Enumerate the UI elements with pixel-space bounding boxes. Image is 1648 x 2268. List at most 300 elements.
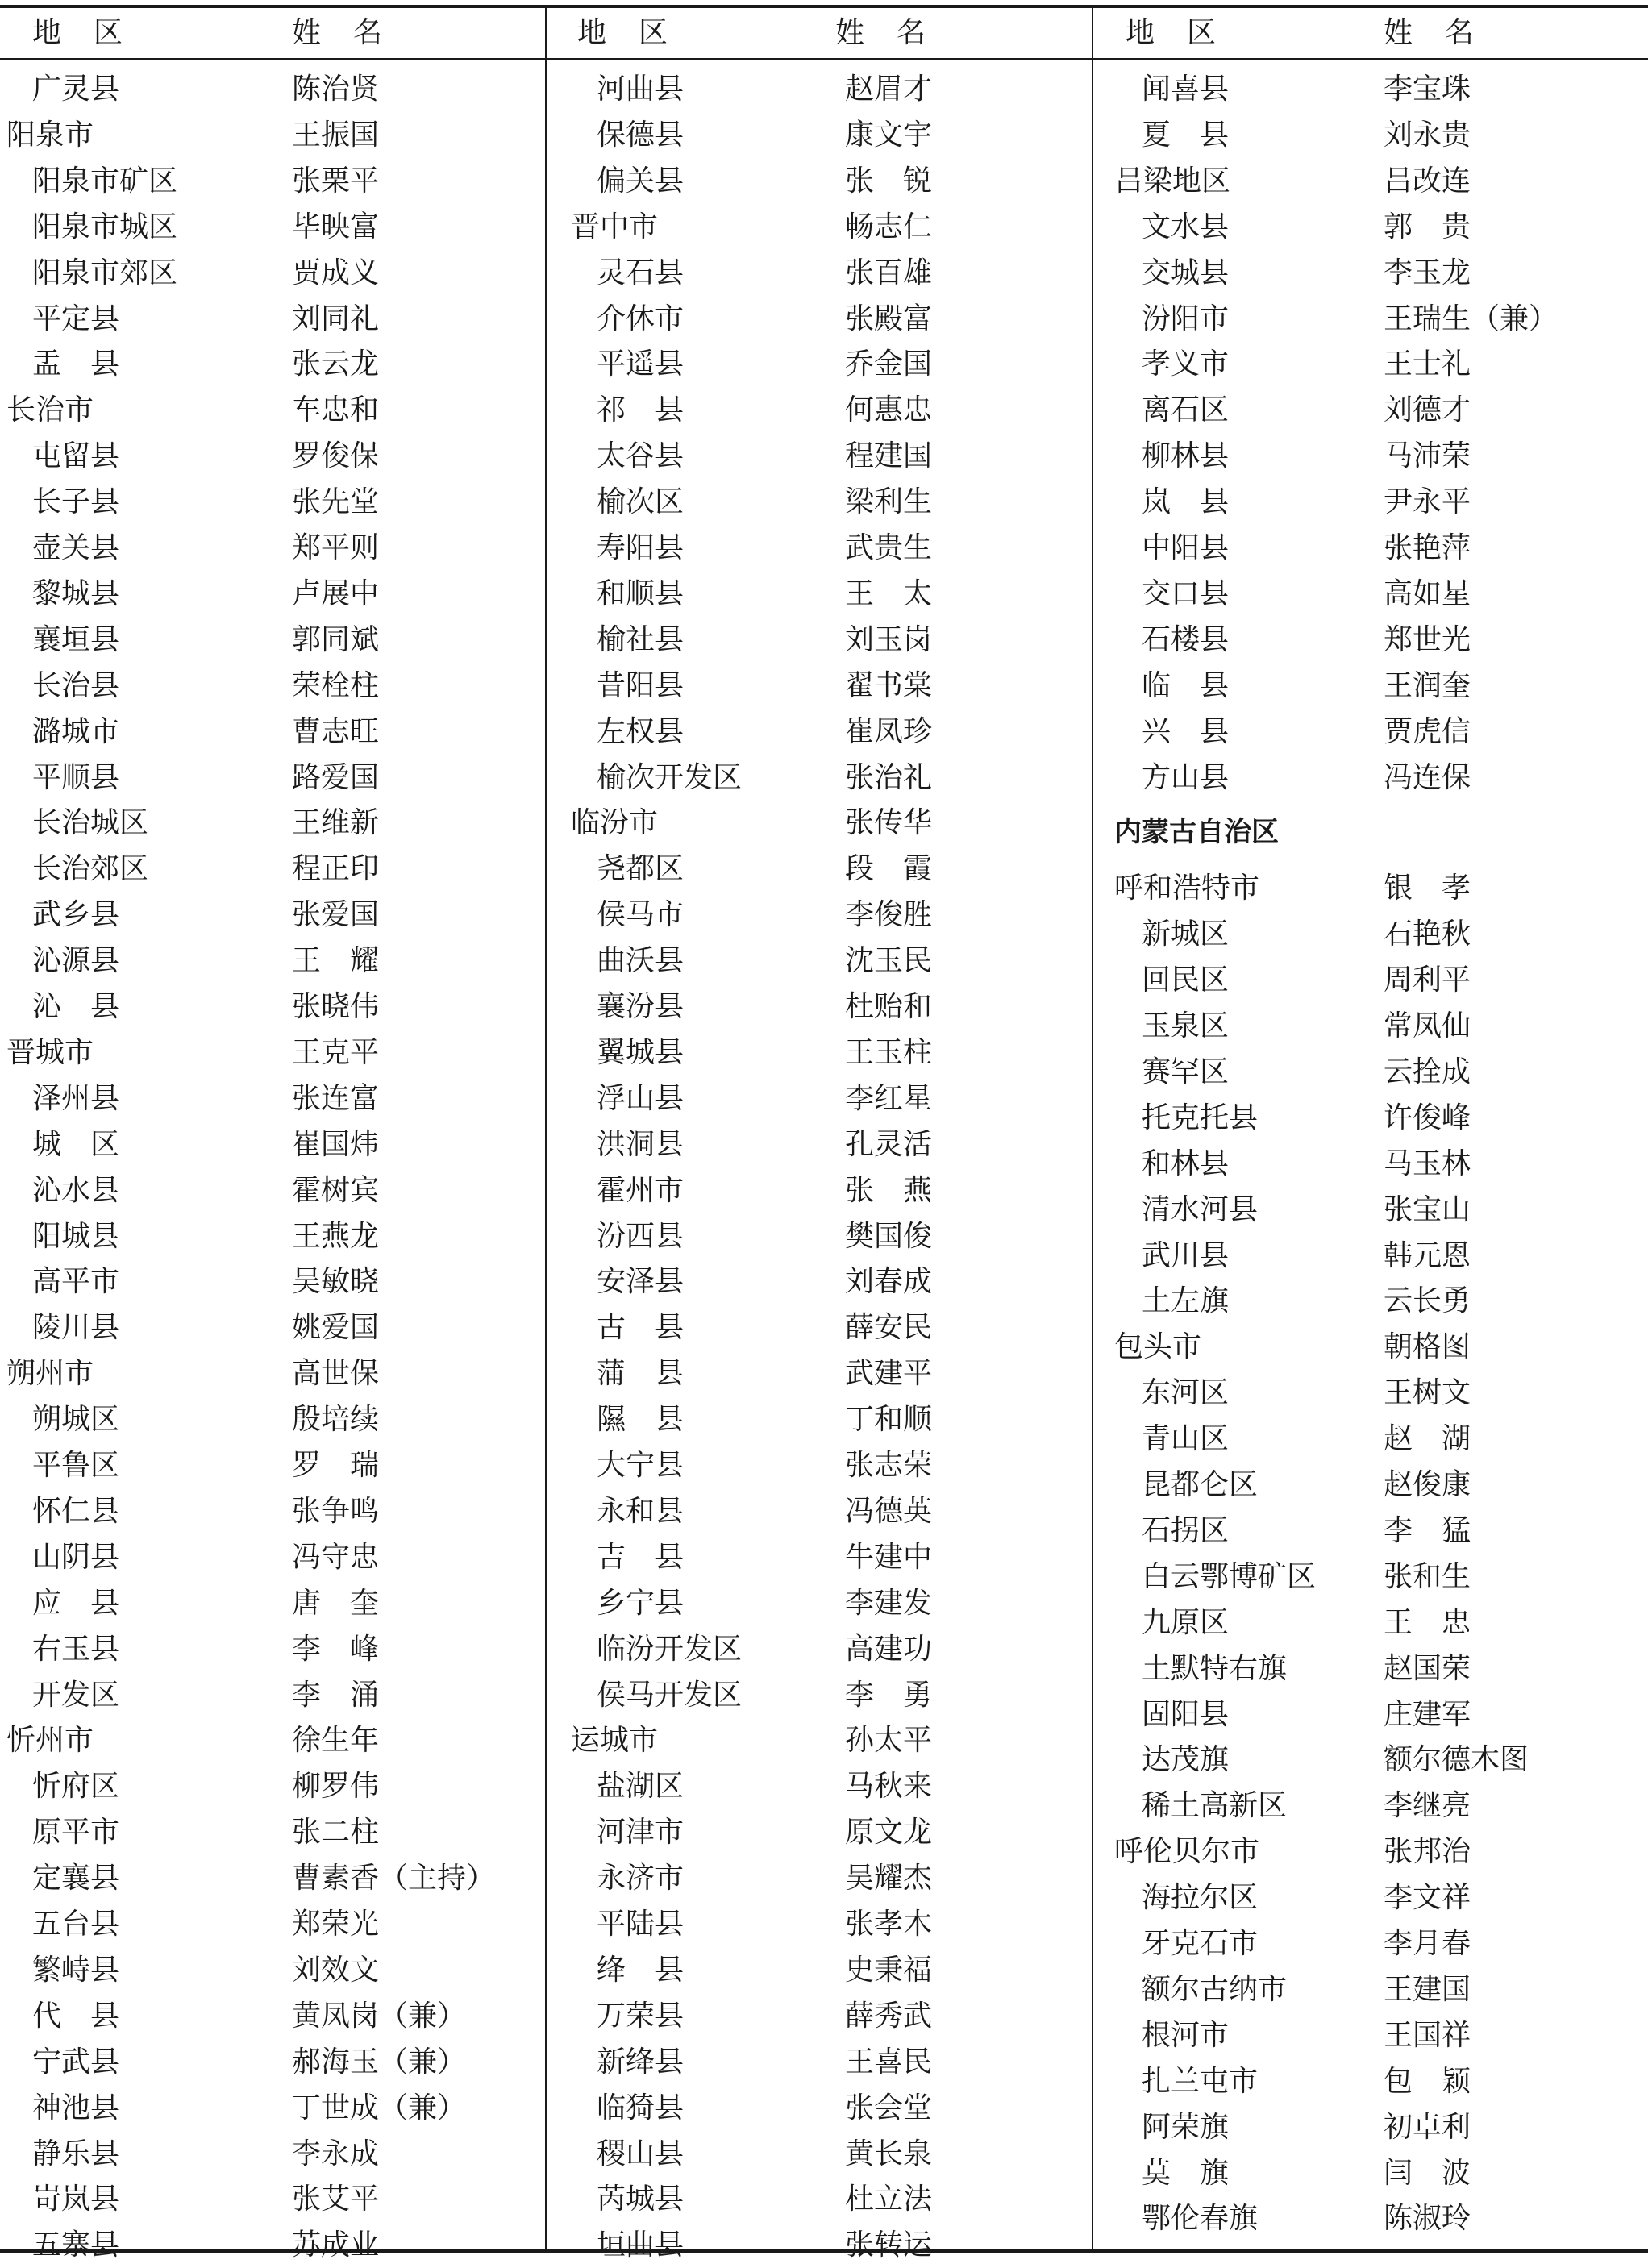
table-row [1109, 2058, 1648, 2104]
name-cell: 原文龙 [845, 1816, 933, 1850]
region-cell: 定襄县 [32, 1862, 120, 1896]
name-cell: 张百雄 [845, 256, 933, 289]
region-cell: 根河市 [1142, 2018, 1230, 2052]
name-cell: 王润奎 [1384, 668, 1471, 702]
region-cell: 忻州市 [6, 1724, 94, 1758]
name-cell: 樊国俊 [845, 1219, 933, 1253]
region-cell: 安泽县 [597, 1265, 685, 1299]
region-cell: 兴 县 [1142, 714, 1230, 748]
table-row [0, 2222, 545, 2268]
table-row [561, 617, 1092, 663]
region-cell: 襄汾县 [597, 990, 685, 1023]
region-cell: 柳林县 [1142, 439, 1230, 473]
table-row [0, 1717, 545, 1763]
table-row [561, 2131, 1092, 2177]
table-row [1109, 865, 1648, 911]
region-cell: 永济市 [597, 1862, 685, 1896]
name-cell: 闫 波 [1384, 2156, 1471, 2190]
name-cell: 程正印 [292, 852, 380, 886]
table-row [1109, 1003, 1648, 1049]
region-cell: 长治县 [32, 668, 120, 702]
name-cell: 张转运 [845, 2228, 933, 2262]
region-cell: 绛 县 [597, 1953, 685, 1987]
name-cell: 郝海玉（兼） [292, 2045, 467, 2079]
name-cell: 银 孝 [1384, 872, 1471, 905]
name-cell: 王 忠 [1384, 1605, 1471, 1639]
table-row [0, 663, 545, 709]
name-cell: 许俊峰 [1384, 1101, 1471, 1134]
name-cell: 崔凤珍 [845, 714, 933, 748]
region-cell: 土默特右旗 [1142, 1651, 1288, 1685]
region-cell: 临 县 [1142, 668, 1230, 702]
table-row [1109, 1324, 1648, 1370]
region-cell: 海拉尔区 [1142, 1881, 1259, 1915]
region-cell: 新城区 [1142, 918, 1230, 951]
name-cell: 朝格图 [1384, 1330, 1471, 1364]
name-cell: 荣栓柱 [292, 668, 380, 702]
name-cell: 何惠忠 [845, 393, 933, 427]
name-cell: 王瑞生（兼） [1384, 302, 1559, 335]
table-row [561, 2222, 1092, 2268]
name-cell: 马秋来 [845, 1770, 933, 1804]
region-cell: 吉 县 [597, 1540, 685, 1574]
region-cell: 寿阳县 [597, 531, 685, 564]
region-cell: 包头市 [1114, 1330, 1202, 1364]
table-row [561, 1717, 1092, 1763]
region-cell: 垣曲县 [597, 2228, 685, 2262]
name-cell: 张宝山 [1384, 1192, 1471, 1226]
table-row [561, 1259, 1092, 1305]
name-cell: 王树文 [1384, 1376, 1471, 1410]
name-cell: 陈治贤 [292, 73, 380, 106]
region-cell: 城 区 [32, 1127, 120, 1161]
table-row [561, 1672, 1092, 1718]
region-cell: 中阳县 [1142, 531, 1230, 564]
name-cell: 赵国荣 [1384, 1651, 1471, 1685]
table-row [0, 800, 545, 846]
name-cell: 高如星 [1384, 576, 1471, 610]
region-cell: 临汾市 [571, 806, 659, 840]
name-cell: 武贵生 [845, 531, 933, 564]
table-row [0, 1626, 545, 1672]
name-cell: 曹素香（主持） [292, 1862, 496, 1896]
region-cell: 长治市 [6, 393, 94, 427]
table-row [0, 1672, 545, 1718]
name-cell: 王 耀 [292, 944, 380, 978]
region-cell: 沁 县 [32, 990, 120, 1023]
table-row [561, 1305, 1092, 1350]
table-row [561, 663, 1092, 709]
table-row [561, 846, 1092, 892]
table-row [1109, 296, 1648, 342]
name-cell: 李宝珠 [1384, 73, 1471, 106]
table-row [561, 1809, 1092, 1855]
table-row [561, 1993, 1092, 2039]
name-cell: 徐生年 [292, 1724, 380, 1758]
table-row [1109, 755, 1648, 801]
name-cell: 李文祥 [1384, 1881, 1471, 1915]
region-cell: 阳泉市城区 [32, 210, 178, 243]
region-cell: 高平市 [32, 1265, 120, 1299]
region-cell: 盐湖区 [597, 1770, 685, 1804]
region-cell: 东河区 [1142, 1376, 1230, 1410]
table-column-3 [1109, 0, 1648, 2258]
name-cell: 郑平则 [292, 531, 380, 564]
table-row [1109, 1966, 1648, 2012]
name-cell: 云拴成 [1384, 1055, 1471, 1088]
name-cell: 车忠和 [292, 393, 380, 427]
name-cell: 薛秀武 [845, 1999, 933, 2033]
region-cell: 祁 县 [597, 393, 685, 427]
region-cell: 榆次开发区 [597, 760, 743, 794]
name-cell: 王克平 [292, 1035, 380, 1069]
name-cell: 郑荣光 [292, 1908, 380, 1941]
region-cell: 盂 县 [32, 347, 120, 381]
region-cell: 平陆县 [597, 1908, 685, 1941]
name-cell: 武建平 [845, 1357, 933, 1391]
table-row [561, 1534, 1092, 1580]
table-row [1109, 663, 1648, 709]
region-cell: 岚 县 [1142, 485, 1230, 519]
name-cell: 周利平 [1384, 963, 1471, 997]
table-row [0, 984, 545, 1030]
region-cell: 灵石县 [597, 256, 685, 289]
table-row [1109, 1141, 1648, 1187]
table-row [0, 2039, 545, 2085]
name-cell: 王振国 [292, 118, 380, 152]
table-row [1109, 957, 1648, 1003]
name-cell: 殷培续 [292, 1403, 380, 1437]
name-cell: 梁利生 [845, 485, 933, 519]
region-cell: 平顺县 [32, 760, 120, 794]
name-cell: 高世保 [292, 1357, 380, 1391]
name-cell: 尹永平 [1384, 485, 1471, 519]
table-row [0, 341, 545, 387]
table-row [1109, 617, 1648, 663]
region-cell: 回民区 [1142, 963, 1230, 997]
table-row [1109, 250, 1648, 296]
name-cell: 杜贻和 [845, 990, 933, 1023]
region-cell: 侯马市 [597, 898, 685, 932]
table-row [561, 709, 1092, 755]
name-cell: 郭 贵 [1384, 210, 1471, 243]
name-cell: 沈玉民 [845, 944, 933, 978]
name-cell: 刘玉岗 [845, 622, 933, 656]
table-row [561, 1580, 1092, 1626]
name-cell: 贾成义 [292, 256, 380, 289]
region-cell: 长治郊区 [32, 852, 149, 886]
table-row [0, 846, 545, 892]
table-row [561, 1213, 1092, 1259]
table-row [0, 709, 545, 755]
name-cell: 孙太平 [845, 1724, 933, 1758]
table-row [1109, 1370, 1648, 1416]
region-cell: 长治城区 [32, 806, 149, 840]
name-cell: 韩元恩 [1384, 1238, 1471, 1272]
table-row [0, 66, 545, 112]
name-cell: 冯连保 [1384, 760, 1471, 794]
region-cell: 稀土高新区 [1142, 1789, 1288, 1823]
table-row [561, 250, 1092, 296]
table-row [1109, 1600, 1648, 1646]
region-cell: 应 县 [32, 1586, 120, 1620]
table-row [1109, 525, 1648, 571]
table-row [561, 1030, 1092, 1076]
region-cell: 交城县 [1142, 256, 1230, 289]
region-cell: 朔州市 [6, 1357, 94, 1391]
table-row [561, 387, 1092, 433]
region-cell: 晋中市 [571, 210, 659, 243]
region-cell: 河津市 [597, 1816, 685, 1850]
name-cell: 冯德英 [845, 1494, 933, 1528]
name-cell: 杜立法 [845, 2183, 933, 2216]
table-row [0, 1259, 545, 1305]
name-cell: 陈淑玲 [1384, 2202, 1471, 2236]
region-cell: 清水河县 [1142, 1192, 1259, 1226]
header-region: 地 区 [577, 16, 670, 49]
name-cell: 张和生 [1384, 1559, 1471, 1593]
table-row [561, 204, 1092, 250]
table-row [1109, 571, 1648, 617]
name-cell: 贾虎信 [1384, 714, 1471, 748]
table-row [0, 1993, 545, 2039]
table-row [0, 1855, 545, 1901]
name-cell: 李 猛 [1384, 1513, 1471, 1547]
table-row [0, 296, 545, 342]
name-cell: 孔灵活 [845, 1127, 933, 1161]
region-cell: 平遥县 [597, 347, 685, 381]
table-row [0, 1534, 545, 1580]
header-region: 地 区 [1126, 16, 1218, 49]
name-cell: 牛建中 [845, 1540, 933, 1574]
region-cell: 赛罕区 [1142, 1055, 1230, 1088]
name-cell: 石艳秋 [1384, 918, 1471, 951]
table-row [561, 66, 1092, 112]
region-cell: 莫 旗 [1142, 2156, 1230, 2190]
region-cell: 闻喜县 [1142, 73, 1230, 106]
table-row [561, 1763, 1092, 1809]
region-cell: 河曲县 [597, 73, 685, 106]
region-cell: 曲沃县 [597, 944, 685, 978]
name-cell: 王喜民 [845, 2045, 933, 2079]
name-cell: 刘德才 [1384, 393, 1471, 427]
name-cell: 马玉林 [1384, 1146, 1471, 1180]
table-row [1109, 1783, 1648, 1829]
region-cell: 固阳县 [1142, 1697, 1230, 1731]
table-row [561, 571, 1092, 617]
name-cell: 云长勇 [1384, 1284, 1471, 1318]
table-column-1 [0, 0, 545, 2262]
region-cell: 左权县 [597, 714, 685, 748]
table-row [1109, 2104, 1648, 2150]
name-cell: 姚爱国 [292, 1311, 380, 1345]
name-cell: 包 颖 [1384, 2064, 1471, 2098]
name-cell: 初卓利 [1384, 2110, 1471, 2144]
region-cell: 榆社县 [597, 622, 685, 656]
name-cell: 霍树宾 [292, 1173, 380, 1207]
table-row [561, 1350, 1092, 1396]
name-cell: 张孝木 [845, 1908, 933, 1941]
name-cell: 张争鸣 [292, 1494, 380, 1528]
name-cell: 额尔德木图 [1384, 1743, 1529, 1777]
table-row [0, 1167, 545, 1213]
table-row [1109, 2012, 1648, 2058]
table-row [561, 1855, 1092, 1901]
name-cell: 张二柱 [292, 1816, 380, 1850]
name-cell: 段 霞 [845, 852, 933, 886]
region-cell: 尧都区 [597, 852, 685, 886]
table-row [0, 1947, 545, 1993]
table-row [561, 2085, 1092, 2131]
table-row [1109, 1554, 1648, 1600]
region-cell: 潞城市 [32, 714, 120, 748]
name-cell: 李红星 [845, 1081, 933, 1115]
name-cell: 丁世成（兼） [292, 2091, 467, 2124]
table-row [0, 525, 545, 571]
table-row [561, 1488, 1092, 1534]
region-cell: 汾阳市 [1142, 302, 1230, 335]
name-cell: 康文宇 [845, 118, 933, 152]
region-cell: 交口县 [1142, 576, 1230, 610]
region-cell: 古 县 [597, 1311, 685, 1345]
table-row [561, 1122, 1092, 1167]
table-row [561, 1901, 1092, 1947]
table-row [1109, 1646, 1648, 1692]
table-row [1109, 1187, 1648, 1233]
name-cell: 郭同斌 [292, 622, 380, 656]
table-row [0, 571, 545, 617]
table-row [0, 1076, 545, 1122]
name-cell: 张艳萍 [1384, 531, 1471, 564]
name-cell: 张 锐 [845, 164, 933, 198]
name-cell: 李建发 [845, 1586, 933, 1620]
region-cell: 和林县 [1142, 1146, 1230, 1180]
name-cell: 李 峰 [292, 1632, 380, 1666]
name-cell: 赵 湖 [1384, 1422, 1471, 1456]
region-cell: 榆次区 [597, 485, 685, 519]
name-cell: 罗 瑞 [292, 1449, 380, 1482]
region-cell: 浮山县 [597, 1081, 685, 1115]
table-row [561, 984, 1092, 1030]
region-cell: 九原区 [1142, 1605, 1230, 1639]
name-cell: 张爱国 [292, 898, 380, 932]
table-row [1109, 1508, 1648, 1554]
table-row [1109, 387, 1648, 433]
header-region: 地 区 [32, 16, 125, 49]
region-cell: 陵川县 [32, 1311, 120, 1345]
region-cell: 万荣县 [597, 1999, 685, 2033]
table-row [1109, 66, 1648, 112]
region-cell: 文水县 [1142, 210, 1230, 243]
region-cell: 呼和浩特市 [1114, 872, 1260, 905]
region-cell: 襄垣县 [32, 622, 120, 656]
table-row [561, 341, 1092, 387]
table-row [0, 1396, 545, 1442]
region-cell: 阳泉市 [6, 118, 94, 152]
table-row [1109, 1829, 1648, 1875]
region-cell: 偏关县 [597, 164, 685, 198]
name-cell: 张传华 [845, 806, 933, 840]
region-cell: 山阴县 [32, 1540, 120, 1574]
name-cell: 张连富 [292, 1081, 380, 1115]
table-row [1109, 1875, 1648, 1921]
region-cell: 朔城区 [32, 1403, 120, 1437]
region-cell: 保德县 [597, 118, 685, 152]
region-cell: 白云鄂博矿区 [1142, 1559, 1317, 1593]
table-row [0, 112, 545, 158]
region-cell: 大宁县 [597, 1449, 685, 1482]
table-row [0, 387, 545, 433]
region-cell: 扎兰屯市 [1142, 2064, 1259, 2098]
name-cell: 吕改连 [1384, 164, 1471, 198]
header-name: 姓 名 [835, 16, 928, 49]
region-cell: 忻府区 [32, 1770, 120, 1804]
table-row [1109, 112, 1648, 158]
region-cell: 翼城县 [597, 1035, 685, 1069]
region-cell: 武乡县 [32, 898, 120, 932]
region-cell: 洪洞县 [597, 1127, 685, 1161]
table-row [0, 2131, 545, 2177]
name-cell: 刘同礼 [292, 302, 380, 335]
table-row [1109, 709, 1648, 755]
column-divider [1092, 5, 1093, 2252]
region-cell: 汾西县 [597, 1219, 685, 1253]
table-row [561, 1442, 1092, 1488]
table-row [1109, 1278, 1648, 1324]
region-cell: 繁峙县 [32, 1953, 120, 1987]
name-cell: 王建国 [1384, 1972, 1471, 2006]
region-cell: 霍州市 [597, 1173, 685, 1207]
table-row [561, 158, 1092, 204]
name-cell: 程建国 [845, 439, 933, 473]
name-cell: 畅志仁 [845, 210, 933, 243]
region-cell: 屯留县 [32, 439, 120, 473]
name-cell: 王国祥 [1384, 2018, 1471, 2052]
region-cell: 隰 县 [597, 1403, 685, 1437]
region-cell: 夏 县 [1142, 118, 1230, 152]
name-cell: 路爱国 [292, 760, 380, 794]
region-cell: 原平市 [32, 1816, 120, 1850]
name-cell: 张会堂 [845, 2091, 933, 2124]
region-cell: 武川县 [1142, 1238, 1230, 1272]
region-cell: 昔阳县 [597, 668, 685, 702]
table-row [1109, 911, 1648, 957]
name-cell: 王士礼 [1384, 347, 1471, 381]
region-cell: 壶关县 [32, 531, 120, 564]
region-cell: 运城市 [571, 1724, 659, 1758]
table-row [561, 1396, 1092, 1442]
table-row [0, 158, 545, 204]
name-cell: 张治礼 [845, 760, 933, 794]
table-row [561, 892, 1092, 938]
table-row [0, 2176, 545, 2222]
table-row [0, 250, 545, 296]
name-cell: 张先堂 [292, 485, 380, 519]
table-row [0, 204, 545, 250]
table-row [0, 1442, 545, 1488]
region-cell: 额尔古纳市 [1142, 1972, 1288, 2006]
table-row [0, 617, 545, 663]
name-cell: 罗俊保 [292, 439, 380, 473]
name-cell: 刘永贵 [1384, 118, 1471, 152]
table-row [0, 892, 545, 938]
name-cell: 赵眉才 [845, 73, 933, 106]
table-row [1109, 1049, 1648, 1095]
name-cell: 翟书棠 [845, 668, 933, 702]
table-row [561, 525, 1092, 571]
name-cell: 李 涌 [292, 1678, 380, 1712]
name-cell: 常凤仙 [1384, 1009, 1471, 1042]
